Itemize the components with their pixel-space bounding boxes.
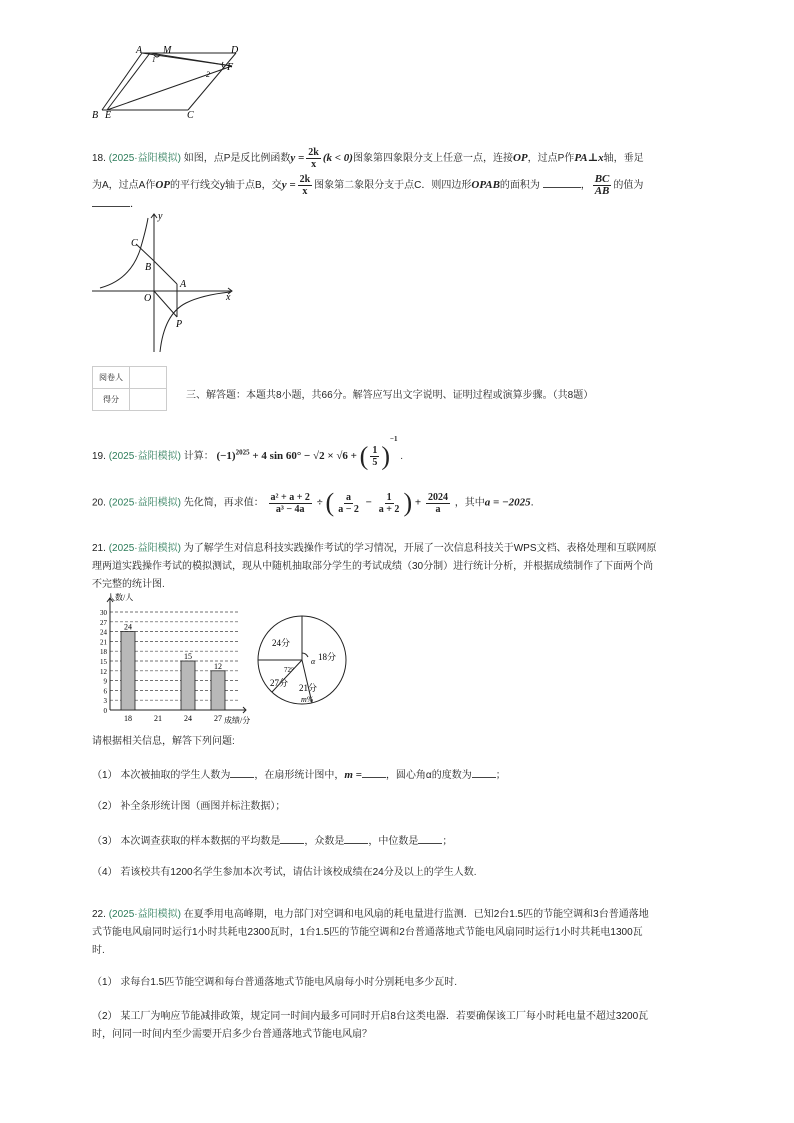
q22-line1 xyxy=(92,908,649,922)
frac-den: a − 2 xyxy=(338,503,359,515)
frac-den: a³ − 4a xyxy=(275,503,305,515)
pie-label-24: 24分 xyxy=(272,638,291,648)
frac-num: BC xyxy=(594,173,610,185)
q21-line2: 理两道实践操作考试的模拟测试，现从中随机抽取部分学生的考试成绩（30分制）进行统计分析，并根据成绩制作了下面两个尚 xyxy=(92,561,654,572)
q21-text: ，中位数是 xyxy=(368,836,419,847)
q18-text: 图象第二象限分支于点C．则四边形 xyxy=(314,180,472,192)
minus-sign: − xyxy=(365,496,372,509)
label-2: 2 xyxy=(206,70,210,79)
q18-x: x xyxy=(598,152,604,165)
label-x: x xyxy=(226,292,231,303)
pie-label-72: 72° xyxy=(284,666,294,674)
y-tick-label: 18 xyxy=(100,648,107,657)
label-P: P xyxy=(176,319,183,330)
q19-number: 19. xyxy=(92,451,106,462)
q21-text: ，圆心角α的度数为 xyxy=(385,770,472,781)
q18-text: 图象第四象限分支上任意一点，连接 xyxy=(352,153,513,165)
q22-source: (2025·益阳模拟) xyxy=(108,909,181,920)
x-tick-label: 18 xyxy=(124,714,132,723)
q21-text: 为了解学生对信息科技实践操作考试的学习情况，开展了一次信息科技关于WPS文档、表格处理和互联网原 xyxy=(183,543,657,554)
bar-value-label: 24 xyxy=(124,622,132,632)
y-tick-label: 9 xyxy=(103,677,107,686)
bar xyxy=(181,661,195,710)
q21-line1 xyxy=(92,542,657,556)
q20 xyxy=(92,490,541,516)
label-1: 1 xyxy=(152,56,156,64)
q22-line3: 时. xyxy=(92,945,105,956)
score-box xyxy=(92,366,167,411)
q21-sub1 xyxy=(92,767,506,783)
q22-sub1: （1） 求每台1.5匹节能空调和每台普通落地式节能电风扇每小时分别耗电多少瓦时. xyxy=(92,977,458,988)
q18-text: 的平行线交y轴于点B，交 xyxy=(170,180,282,192)
frac-den: x xyxy=(311,159,317,170)
score-label: 得分 xyxy=(93,389,130,411)
q21-text: ； xyxy=(442,836,453,847)
q18-OPAB: OPAB xyxy=(471,179,500,192)
q19-fraction xyxy=(370,445,379,468)
q20-frac1 xyxy=(269,492,312,515)
bar xyxy=(211,671,225,710)
plus-sign: + xyxy=(414,496,422,509)
y-axis-label: 人数/人 xyxy=(107,593,134,602)
q19-mid: + 4 sin 60° − √2 × √6 + xyxy=(252,450,357,462)
q20-end: ． xyxy=(530,497,541,509)
x-tick-label: 27 xyxy=(214,714,222,723)
score-cell[interactable] xyxy=(130,389,167,411)
q18-ratio xyxy=(593,174,612,197)
frac-num: a² + a + 2 xyxy=(270,491,310,503)
grader-label: 阅卷人 xyxy=(93,367,130,389)
y-tick-label: 21 xyxy=(100,638,107,647)
y-tick-label: 3 xyxy=(103,697,107,706)
q19-exp: 2025 xyxy=(235,448,250,457)
q19-end: . xyxy=(400,451,404,462)
label-C: C xyxy=(187,110,194,121)
perp-symbol: ⊥ xyxy=(587,152,599,165)
q18-text: ，过点P作 xyxy=(527,153,575,165)
q18-number: 18. xyxy=(92,153,106,165)
q18-text: ． xyxy=(130,199,140,210)
pie-chart xyxy=(256,612,352,712)
q18-source: (2025·益阳模拟) xyxy=(108,153,181,165)
section-heading: 三、解答题：本题共8小题，共66分。解答应写出文字说明、证明过程或演算步骤。（共8题） xyxy=(186,390,594,401)
q18-func: y = xyxy=(281,179,296,192)
paren-close: ) xyxy=(381,441,391,471)
label-O: O xyxy=(144,293,152,304)
q20-number: 20. xyxy=(92,497,106,509)
q18-line2 xyxy=(92,174,643,197)
label-F: F xyxy=(227,62,234,73)
q18-text: 如图，点P是反比例函数 xyxy=(183,153,291,165)
q21-sub3 xyxy=(92,833,452,849)
pie-label-m: m% xyxy=(301,695,314,704)
q19-pexp: −1 xyxy=(390,435,398,443)
paren-open: ( xyxy=(359,441,369,471)
bar-value-label: 15 xyxy=(184,652,192,661)
y-tick-label: 30 xyxy=(100,609,107,617)
q21-number: 21. xyxy=(92,543,106,554)
q18-func: y = xyxy=(290,152,305,165)
q20-frac3 xyxy=(377,492,402,515)
q19-base: (−1) xyxy=(216,450,236,462)
y-tick-label: 27 xyxy=(100,618,107,627)
label-M: M xyxy=(163,45,172,56)
q21-text: ，众数是 xyxy=(304,836,345,847)
label-B: B xyxy=(145,262,152,273)
frac-den: AB xyxy=(594,185,610,197)
q22-text: 在夏季用电高峰期，电力部门对空调和电风扇的耗电量进行监测．已知2台1.5匹的节能空调和3台普通落地 xyxy=(183,909,649,920)
q18-fraction xyxy=(306,147,321,170)
q18-line1 xyxy=(92,147,644,170)
x-tick-label: 21 xyxy=(154,714,162,723)
q22-line2: 式节能电风扇同时运行1小时共耗电2300瓦时，1台1.5匹的节能空调和2台普通落地式节能电风扇同时运行1小时共耗电1300瓦 xyxy=(92,927,643,938)
label-B: B xyxy=(92,110,99,121)
answer-blank[interactable] xyxy=(543,177,581,188)
label-C: C xyxy=(131,238,138,249)
pie-label-alpha: α xyxy=(311,657,316,666)
x-axis-label: 成绩/分 xyxy=(224,716,251,724)
bar-value-label: 12 xyxy=(214,661,222,671)
y-tick-label: 0 xyxy=(103,707,107,715)
answer-blank[interactable] xyxy=(280,833,304,844)
answer-blank[interactable] xyxy=(230,767,254,778)
q18-text: 的面积为 xyxy=(499,180,540,192)
figure-parallelogram xyxy=(88,44,248,122)
frac-num: 1 xyxy=(386,491,392,503)
bar xyxy=(121,632,135,710)
q18-fraction xyxy=(298,174,313,197)
frac-num: 1 xyxy=(372,444,378,456)
answer-blank[interactable] xyxy=(344,833,368,844)
q21-sub4: （4） 若该校共有1200名学生参加本次考试，请估计该校成绩在24分及以上的学生人数. xyxy=(92,867,477,878)
x-tick-label: 24 xyxy=(184,714,192,723)
bar-chart xyxy=(90,592,266,724)
q20-frac4 xyxy=(426,492,450,515)
pie-label-27: 27分 xyxy=(270,678,289,688)
y-tick-label: 12 xyxy=(100,667,107,676)
label-A: A xyxy=(136,45,143,56)
div-sign: ÷ xyxy=(316,496,323,509)
q21-text: ，在扇形统计图中， xyxy=(254,770,345,781)
q22-sub2b: 时，问同一时间内至少需要开启多少台普通落地式节能电风扇？ xyxy=(92,1029,372,1040)
answer-blank[interactable] xyxy=(92,196,130,207)
q21-text: （3） 本次调查获取的样本数据的平均数是 xyxy=(92,836,281,847)
paren-open: ( xyxy=(325,488,335,517)
q18-text: ， xyxy=(580,180,591,192)
answer-blank[interactable] xyxy=(418,833,442,844)
q19-source: (2025·益阳模拟) xyxy=(108,451,181,462)
q22-number: 22. xyxy=(92,909,106,920)
frac-num: 2024 xyxy=(427,491,448,503)
q21-line3: 不完整的统计图. xyxy=(92,579,165,590)
frac-den: 5 xyxy=(372,456,378,468)
paren-close: ) xyxy=(403,488,413,517)
frac-num: 2k xyxy=(308,147,319,158)
label-E: E xyxy=(105,110,112,121)
answer-blank[interactable] xyxy=(362,767,386,778)
frac-den: x xyxy=(302,186,308,197)
q18-cond: (k < 0) xyxy=(322,152,353,165)
frac-den: a xyxy=(435,503,441,515)
q21-sub2: （2） 补全条形统计图（画图并标注数据）； xyxy=(92,801,286,812)
q20-frac2 xyxy=(336,492,361,515)
q20-text: 先化简，再求值： xyxy=(183,497,264,509)
pie-label-21: 21分 xyxy=(299,683,318,693)
figure-hyperbola xyxy=(90,210,240,356)
q21-source: (2025·益阳模拟) xyxy=(108,543,181,554)
q21-m: m = xyxy=(344,769,362,781)
frac-den: a + 2 xyxy=(378,503,400,515)
q20-source: (2025·益阳模拟) xyxy=(108,497,181,509)
q21-text: （1） 本次被抽取的学生人数为 xyxy=(92,770,231,781)
y-tick-label: 6 xyxy=(103,687,107,696)
q19 xyxy=(92,432,403,469)
label-D: D xyxy=(231,45,239,56)
q18-text: 轴，垂足 xyxy=(603,153,644,165)
q18-text: 的值为 xyxy=(613,180,644,192)
answer-blank[interactable] xyxy=(472,767,496,778)
label-y: y xyxy=(158,211,163,222)
q21-prompt: 请根据相关信息，解答下列问题: xyxy=(92,736,235,747)
grader-cell[interactable] xyxy=(130,367,167,389)
q21-text: ； xyxy=(495,770,506,781)
y-tick-label: 15 xyxy=(100,658,107,666)
q18-OP: OP xyxy=(512,152,528,165)
q18-PA: PA xyxy=(574,152,588,165)
q20-cond: a = −2025 xyxy=(484,496,531,509)
q18-text: 为A，过点A作 xyxy=(92,180,156,192)
pie-label-18: 18分 xyxy=(318,652,337,662)
label-A: A xyxy=(180,279,187,290)
q18-OP: OP xyxy=(155,179,171,192)
frac-num: a xyxy=(346,491,352,503)
frac-num: 2k xyxy=(299,174,311,185)
y-tick-label: 24 xyxy=(100,628,107,637)
q20-text: ，其中 xyxy=(454,497,485,509)
q19-text: 计算： xyxy=(183,451,214,462)
q22-sub2a: （2） 某工厂为响应节能减排政策，规定同一时间内最多可同时开启8台这类电器．若要确保该工厂每小时耗电量不超过3200瓦 xyxy=(92,1011,649,1022)
